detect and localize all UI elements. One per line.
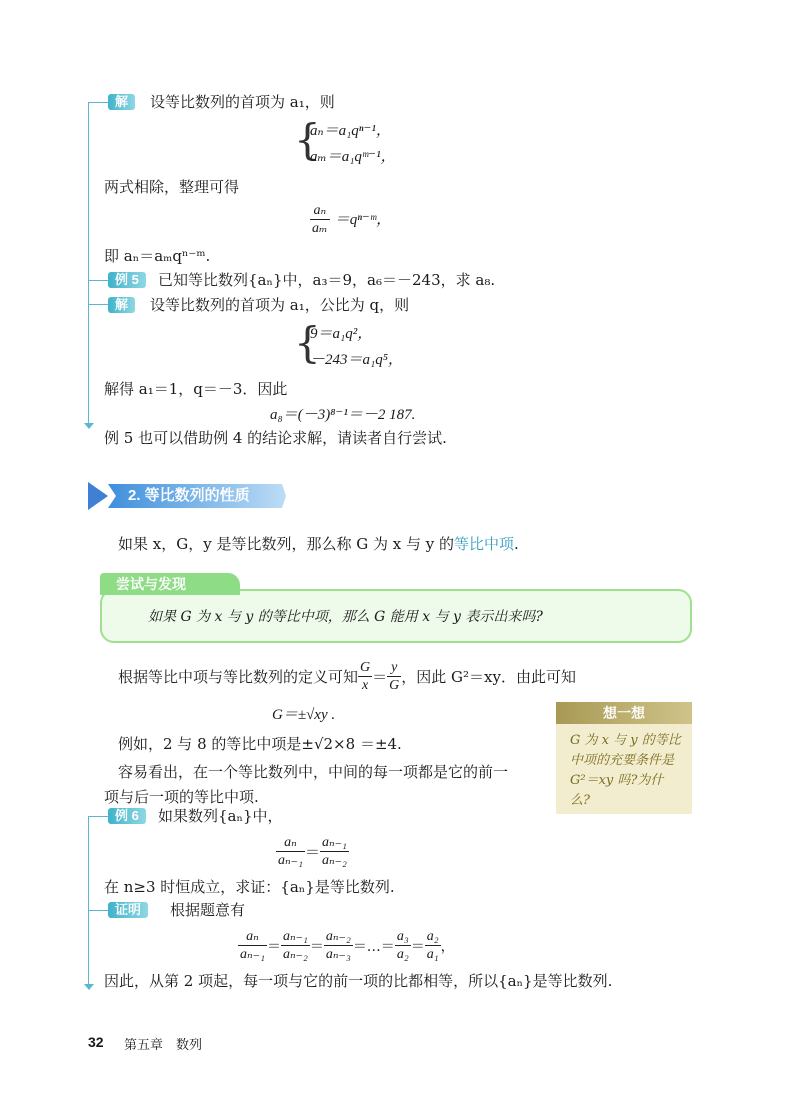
page-number: 32 [88, 1034, 104, 1050]
body-text: 例如，2 与 8 的等比中项是±√2×8 ＝±4. [118, 735, 402, 753]
example-tag: 例 6 [108, 808, 146, 824]
think-title: 想一想 [556, 702, 692, 724]
equation: aₘ＝a₁qᵐ⁻¹， [310, 149, 396, 165]
solution-tag: 解 [108, 94, 135, 110]
tag-connector [88, 280, 108, 281]
equation: aₙ＝a₁qⁿ⁻¹， [310, 123, 391, 139]
body-text: ，因此 G²＝xy．由此可知 [401, 667, 576, 686]
section-title: 2. 等比数列的性质 [128, 487, 250, 504]
solution-text: 例 5 也可以借助例 4 的结论求解，请读者自行尝试. [104, 429, 447, 447]
solution-text: 两式相除，整理可得 [104, 178, 240, 196]
fraction: $\frac{\text{aₙ₋₂}}{\text{aₙ₋₃}}$ [325, 929, 351, 962]
highlight-term: 等比中项 [453, 535, 514, 553]
fraction-equation [276, 834, 349, 869]
equation: G＝±√xy . [272, 707, 336, 723]
proof-tag: 证明 [108, 902, 148, 918]
fraction: $\frac{\text{aₙ₋₁}}{\text{aₙ₋₂}}$ [282, 929, 308, 962]
chapter-label: 第五章 数列 [124, 1037, 203, 1052]
fraction-chain [238, 928, 455, 963]
equation: －243＝a₁q⁵， [310, 352, 403, 368]
equals: ＝ [372, 667, 388, 686]
equation: 9＝a₁q²， [310, 326, 373, 342]
solution-tag: 解 [108, 297, 135, 313]
tag-connector [88, 910, 108, 911]
comma: ， [440, 938, 455, 955]
think-box [556, 702, 692, 814]
arrow-down-icon [84, 984, 94, 990]
solution-text: 解得 a₁＝1，q＝－3．因此 [104, 380, 288, 398]
brace: { [294, 115, 321, 164]
fraction-equation [310, 202, 391, 237]
equals: ＝ [304, 842, 320, 861]
example-text: 在 n≥3 时恒成立，求证：{aₙ}是等比数列. [104, 878, 395, 896]
equals: ＝ [309, 938, 324, 955]
tag-connector [88, 816, 108, 817]
fraction: $\frac{\text{a₃}}{\text{a₂}}$ [396, 929, 409, 962]
tag-connector [88, 304, 108, 305]
brace: { [294, 318, 321, 367]
try-title: 尝试与发现 [100, 573, 240, 595]
equation: ＝qⁿ⁻ᵐ， [334, 212, 392, 228]
equation: a₈＝(－3)⁸⁻¹＝－2 187. [270, 407, 416, 423]
fraction: $\frac{\text{a₂}}{\text{a₁}}$ [426, 929, 439, 962]
margin-line-2 [88, 816, 89, 988]
try-text: 如果 G 为 x 与 y 的等比中项，那么 G 能用 x 与 y 表示出来吗? [148, 609, 543, 625]
body-text: 根据等比中项与等比数列的定义可知 [118, 667, 359, 686]
fraction: $\frac{y}{G}$ [389, 659, 400, 693]
ellipsis: ＝…＝ [352, 938, 395, 955]
tag-connector [88, 102, 108, 103]
example-text: 已知等比数列{aₙ}中，a₃＝9，a₆＝－243，求 a₈. [158, 271, 496, 289]
definition-lead: 如果 x，G，y 是等比数列，那么称 G 为 x 与 y 的 [118, 535, 454, 553]
fraction: $\frac{\text{aₙ}}{\text{aₙ₋₁}}$ [278, 835, 303, 868]
proof-text: 因此，从第 2 项起，每一项与它的前一项的比都相等，所以{aₙ}是等比数列. [104, 972, 613, 990]
fraction: $\frac{\text{aₙ}}{\text{aₘ}}$ [312, 203, 328, 236]
equals: ＝ [410, 938, 425, 955]
margin-line-1 [88, 102, 89, 427]
solution-text: 设等比数列的首项为 a₁，则 [150, 93, 335, 111]
body-line [118, 656, 576, 696]
body-text: 容易看出，在一个等比数列中，中间的每一项都是它的前一 [118, 763, 509, 781]
definition-end: . [514, 535, 519, 553]
section-header [88, 482, 286, 510]
example-tag: 例 5 [108, 272, 146, 288]
solution-text: 设等比数列的首项为 a₁，公比为 q，则 [150, 296, 410, 314]
proof-text: 根据题意有 [170, 901, 246, 919]
fraction: $\frac{G}{x}$ [360, 659, 371, 693]
body-text: 项与后一项的等比中项. [104, 788, 259, 806]
think-text: G 为 x 与 y 的等比中项的充要条件是 G²＝xy 吗?为什么? [570, 733, 681, 808]
fraction: $\frac{\text{aₙ₋₁}}{\text{aₙ₋₂}}$ [321, 835, 347, 868]
fraction: $\frac{\text{aₙ}}{\text{aₙ₋₁}}$ [240, 929, 265, 962]
equals: ＝ [266, 938, 281, 955]
arrow-down-icon [84, 423, 94, 429]
example-text: 如果数列{aₙ}中， [158, 807, 283, 825]
definition-text [118, 534, 519, 554]
solution-text: 即 aₙ＝aₘqⁿ⁻ᵐ. [104, 247, 211, 265]
